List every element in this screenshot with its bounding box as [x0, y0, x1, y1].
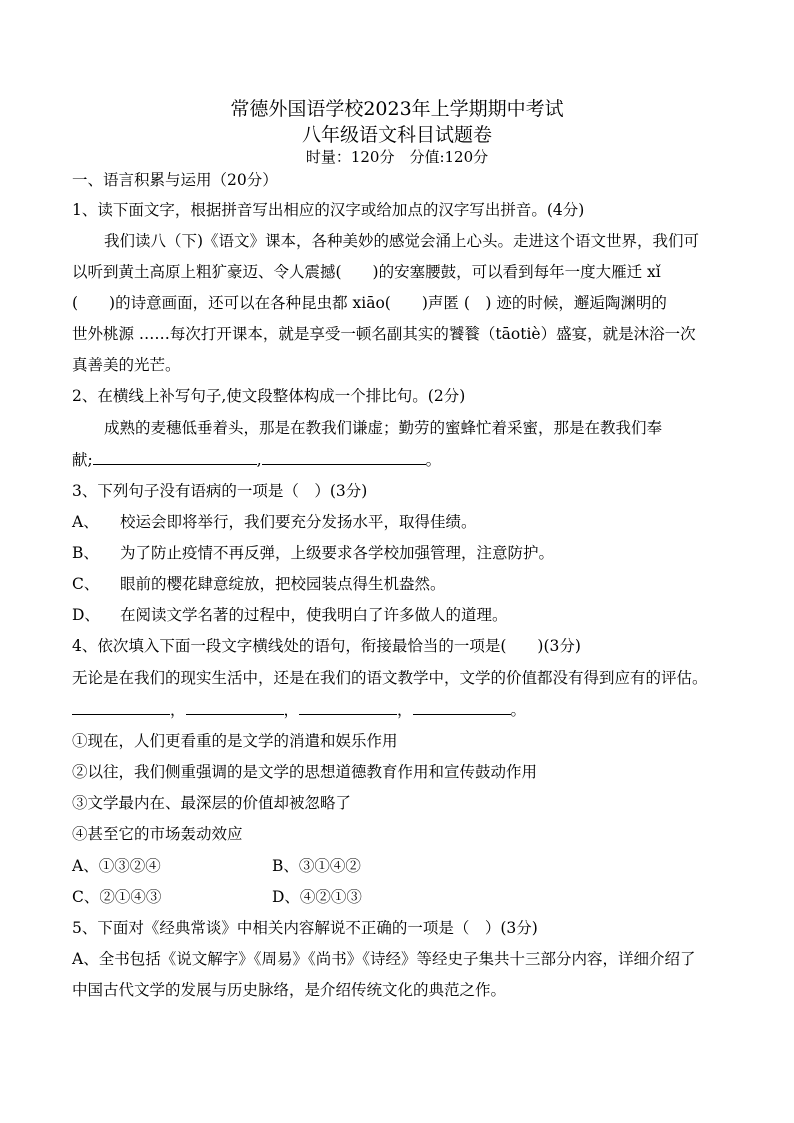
question-1-passage-line: 真善美的光芒。	[72, 356, 181, 374]
question-4-options-row	[72, 855, 161, 877]
answer-blank[interactable]	[262, 449, 426, 465]
question-4-item: ③文学最内在、最深层的价值却被忽略了	[72, 794, 352, 812]
question-5-option-a-line: 中国古代文学的发展与历史脉络，是介绍传统文化的典范之作。	[72, 981, 507, 999]
question-2-stem: 2、在横线上补写句子,使文段整体构成一个排比句。(2分)	[72, 387, 466, 405]
exam-title-subject: 八年级语文科目试题卷	[301, 124, 492, 146]
question-4-option-a: A、①③②④	[72, 857, 161, 875]
question-3-option	[72, 542, 554, 564]
question-1-passage-line: 我们读八（下)《语文》课本，各种美妙的感觉会涌上心头。走进这个语文世界，我们可	[104, 232, 700, 250]
question-4-passage-line: 无论是在我们的现实生活中，还是在我们的语文教学中，文学的价值都没有得到应有的评估。	[72, 669, 708, 687]
question-5-option-a-line: A、全书包括《说文解字》《周易》《尚书》《诗经》等经史子集共十三部分内容，详细介绍了	[72, 950, 696, 968]
answer-blank[interactable]	[72, 699, 170, 715]
question-2-answer-prefix: 献;	[72, 451, 93, 469]
question-2-passage-line: 成熟的麦穗低垂着头，那是在教我们谦虚；勤劳的蜜蜂忙着采蜜，那是在教我们奉	[104, 419, 663, 437]
question-1-stem: 1、读下面文字，根据拼音写出相应的汉字或给加点的汉字写出拼音。(4分)	[72, 201, 585, 219]
option-text: 为了防止疫情不再反弹，上级要求各学校加强管理，注意防护。	[120, 544, 555, 562]
question-4-blanks-line	[72, 699, 526, 721]
question-4-options-row	[72, 886, 161, 908]
exam-time-score: 时量：120分 分值:120分	[305, 148, 489, 166]
answer-blank[interactable]	[186, 699, 284, 715]
blank-separator: ，	[397, 701, 413, 719]
exam-title-school: 常德外国语学校2023年上学期期中考试	[230, 98, 564, 120]
question-4-option-d: D、④②①③	[272, 888, 362, 906]
question-3-option	[72, 604, 508, 626]
question-4-item: ④甚至它的市场轰动效应	[72, 825, 243, 843]
option-label: D、	[72, 606, 100, 624]
blank-separator: ，	[170, 701, 186, 719]
option-text: 在阅读文学名著的过程中，使我明白了许多做人的道理。	[120, 606, 508, 624]
question-4-item: ②以往，我们侧重强调的是文学的思想道德教育作用和宣传鼓动作用	[72, 763, 538, 781]
blank-separator: ，	[283, 701, 300, 719]
question-4-option-c: C、②①④③	[72, 888, 162, 906]
question-4-item: ①现在，人们更看重的是文学的消遣和娱乐作用	[72, 732, 398, 750]
question-3-option	[72, 511, 477, 533]
question-2-comma: ,	[256, 451, 262, 469]
option-text: 校运会即将举行，我们要充分发扬水平，取得佳绩。	[120, 513, 477, 531]
question-3-option	[72, 573, 446, 595]
section-heading: 一、语言积累与运用（20分）	[72, 171, 278, 189]
option-label: B、	[72, 544, 99, 562]
question-3-stem: 3、下列句子没有语病的一项是（ ）(3分)	[72, 482, 368, 500]
question-2-end-mark: 。	[425, 451, 442, 469]
question-2-answer-line	[72, 449, 441, 471]
option-label: C、	[72, 575, 100, 593]
question-4-option-b: B、③①④②	[272, 857, 361, 875]
question-4-stem: 4、依次填入下面一段文字横线处的语句，衔接最恰当的一项是( )(3分)	[72, 637, 581, 655]
question-4-end-mark: 。	[510, 701, 527, 719]
option-label: A、	[72, 513, 99, 531]
question-1-passage-line: ( )的诗意画面，还可以在各种昆虫都 xiāo( )声匿 ( ) 迹的时候，邂逅陶渊明的	[72, 294, 667, 312]
question-5-stem: 5、下面对《经典常谈》中相关内容解说不正确的一项是（ ）(3分)	[72, 919, 538, 937]
answer-blank[interactable]	[299, 699, 397, 715]
question-1-passage-line: 以听到黄土高原上粗犷豪迈、令人震撼( )的安塞腰鼓，可以看到每年一度大雁迁 xǐ	[72, 263, 661, 281]
answer-blank[interactable]	[93, 449, 257, 465]
answer-blank[interactable]	[413, 699, 511, 715]
question-1-passage-line: 世外桃源 ……每次打开课本，就是享受一顿名副其实的饕餮（tāotiè）盛宴，就是沐浴一次	[72, 325, 696, 343]
option-text: 眼前的樱花肆意绽放，把校园装点得生机盎然。	[120, 575, 446, 593]
